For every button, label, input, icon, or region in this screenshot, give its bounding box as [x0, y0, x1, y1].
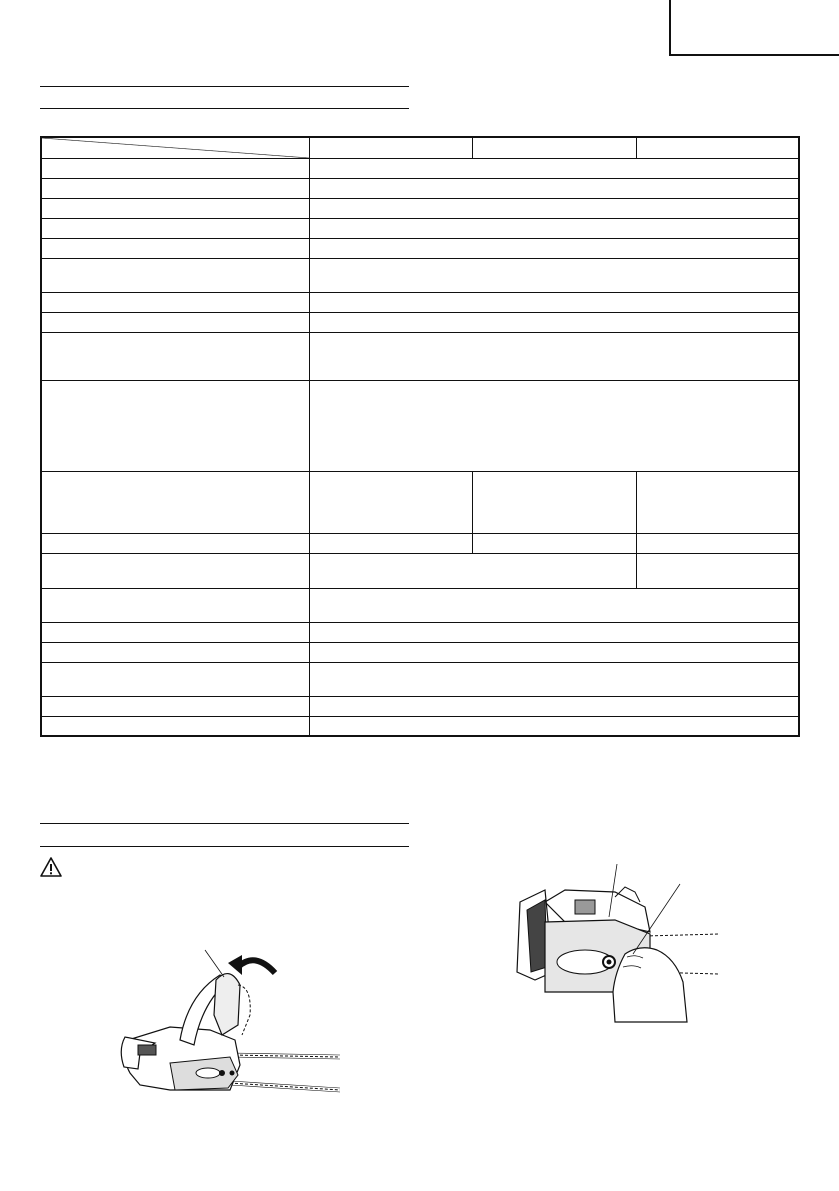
row-label [41, 292, 309, 312]
table-row [41, 178, 799, 198]
row-value [636, 471, 799, 533]
row-value [309, 533, 472, 553]
row-value [309, 471, 472, 533]
model-column-3 [636, 137, 799, 158]
row-label [41, 716, 309, 736]
hand-guard-figure [110, 945, 350, 1105]
row-label [41, 218, 309, 238]
table-row [41, 471, 799, 533]
row-label [41, 238, 309, 258]
row-value [309, 198, 799, 218]
table-row [41, 716, 799, 736]
row-value [309, 178, 799, 198]
table-row [41, 218, 799, 238]
row-label [41, 258, 309, 292]
row-label [41, 662, 309, 696]
row-value [472, 533, 636, 553]
row-value [309, 158, 799, 178]
row-value [309, 588, 799, 622]
row-label [41, 642, 309, 662]
row-value [636, 553, 799, 588]
row-value [472, 471, 636, 533]
section2-heading [40, 827, 409, 843]
table-row [41, 137, 799, 158]
table-row [41, 588, 799, 622]
table-row [41, 312, 799, 332]
table-row [41, 696, 799, 716]
spec-heading [40, 90, 409, 106]
table-row [41, 533, 799, 553]
model-column-1 [309, 137, 472, 158]
corner-diagonal-cell [41, 137, 309, 158]
row-label [41, 158, 309, 178]
row-value [309, 622, 799, 642]
specifications-table [40, 136, 800, 737]
language-tab [669, 0, 839, 56]
row-label [41, 178, 309, 198]
row-label [41, 332, 309, 380]
row-value [309, 662, 799, 696]
chain-brake-cover-figure [505, 862, 725, 1027]
table-row [41, 258, 799, 292]
row-label [41, 471, 309, 533]
row-value [309, 292, 799, 312]
warning-triangle-icon [40, 857, 62, 877]
row-value [309, 696, 799, 716]
row-label [41, 533, 309, 553]
row-value [309, 716, 799, 736]
table-row [41, 553, 799, 588]
row-value [309, 332, 799, 380]
row-label [41, 380, 309, 471]
table-row [41, 198, 799, 218]
section2-rule-bottom [40, 846, 409, 847]
heading-rule-top [40, 86, 409, 87]
row-value [309, 258, 799, 292]
row-label [41, 588, 309, 622]
heading-rule-bottom [40, 108, 409, 109]
row-value [309, 553, 636, 588]
row-value [309, 642, 799, 662]
section2-rule-top [40, 823, 409, 824]
table-row [41, 292, 799, 312]
table-row [41, 158, 799, 178]
table-row [41, 622, 799, 642]
row-value [309, 380, 799, 471]
row-value [309, 238, 799, 258]
model-column-2 [472, 137, 636, 158]
table-row [41, 642, 799, 662]
row-value [309, 312, 799, 332]
table-row [41, 380, 799, 471]
row-label [41, 696, 309, 716]
table-row [41, 662, 799, 696]
row-label [41, 553, 309, 588]
row-label [41, 198, 309, 218]
row-value [309, 218, 799, 238]
table-row [41, 332, 799, 380]
row-value [636, 533, 799, 553]
table-row [41, 238, 799, 258]
row-label [41, 312, 309, 332]
row-label [41, 622, 309, 642]
